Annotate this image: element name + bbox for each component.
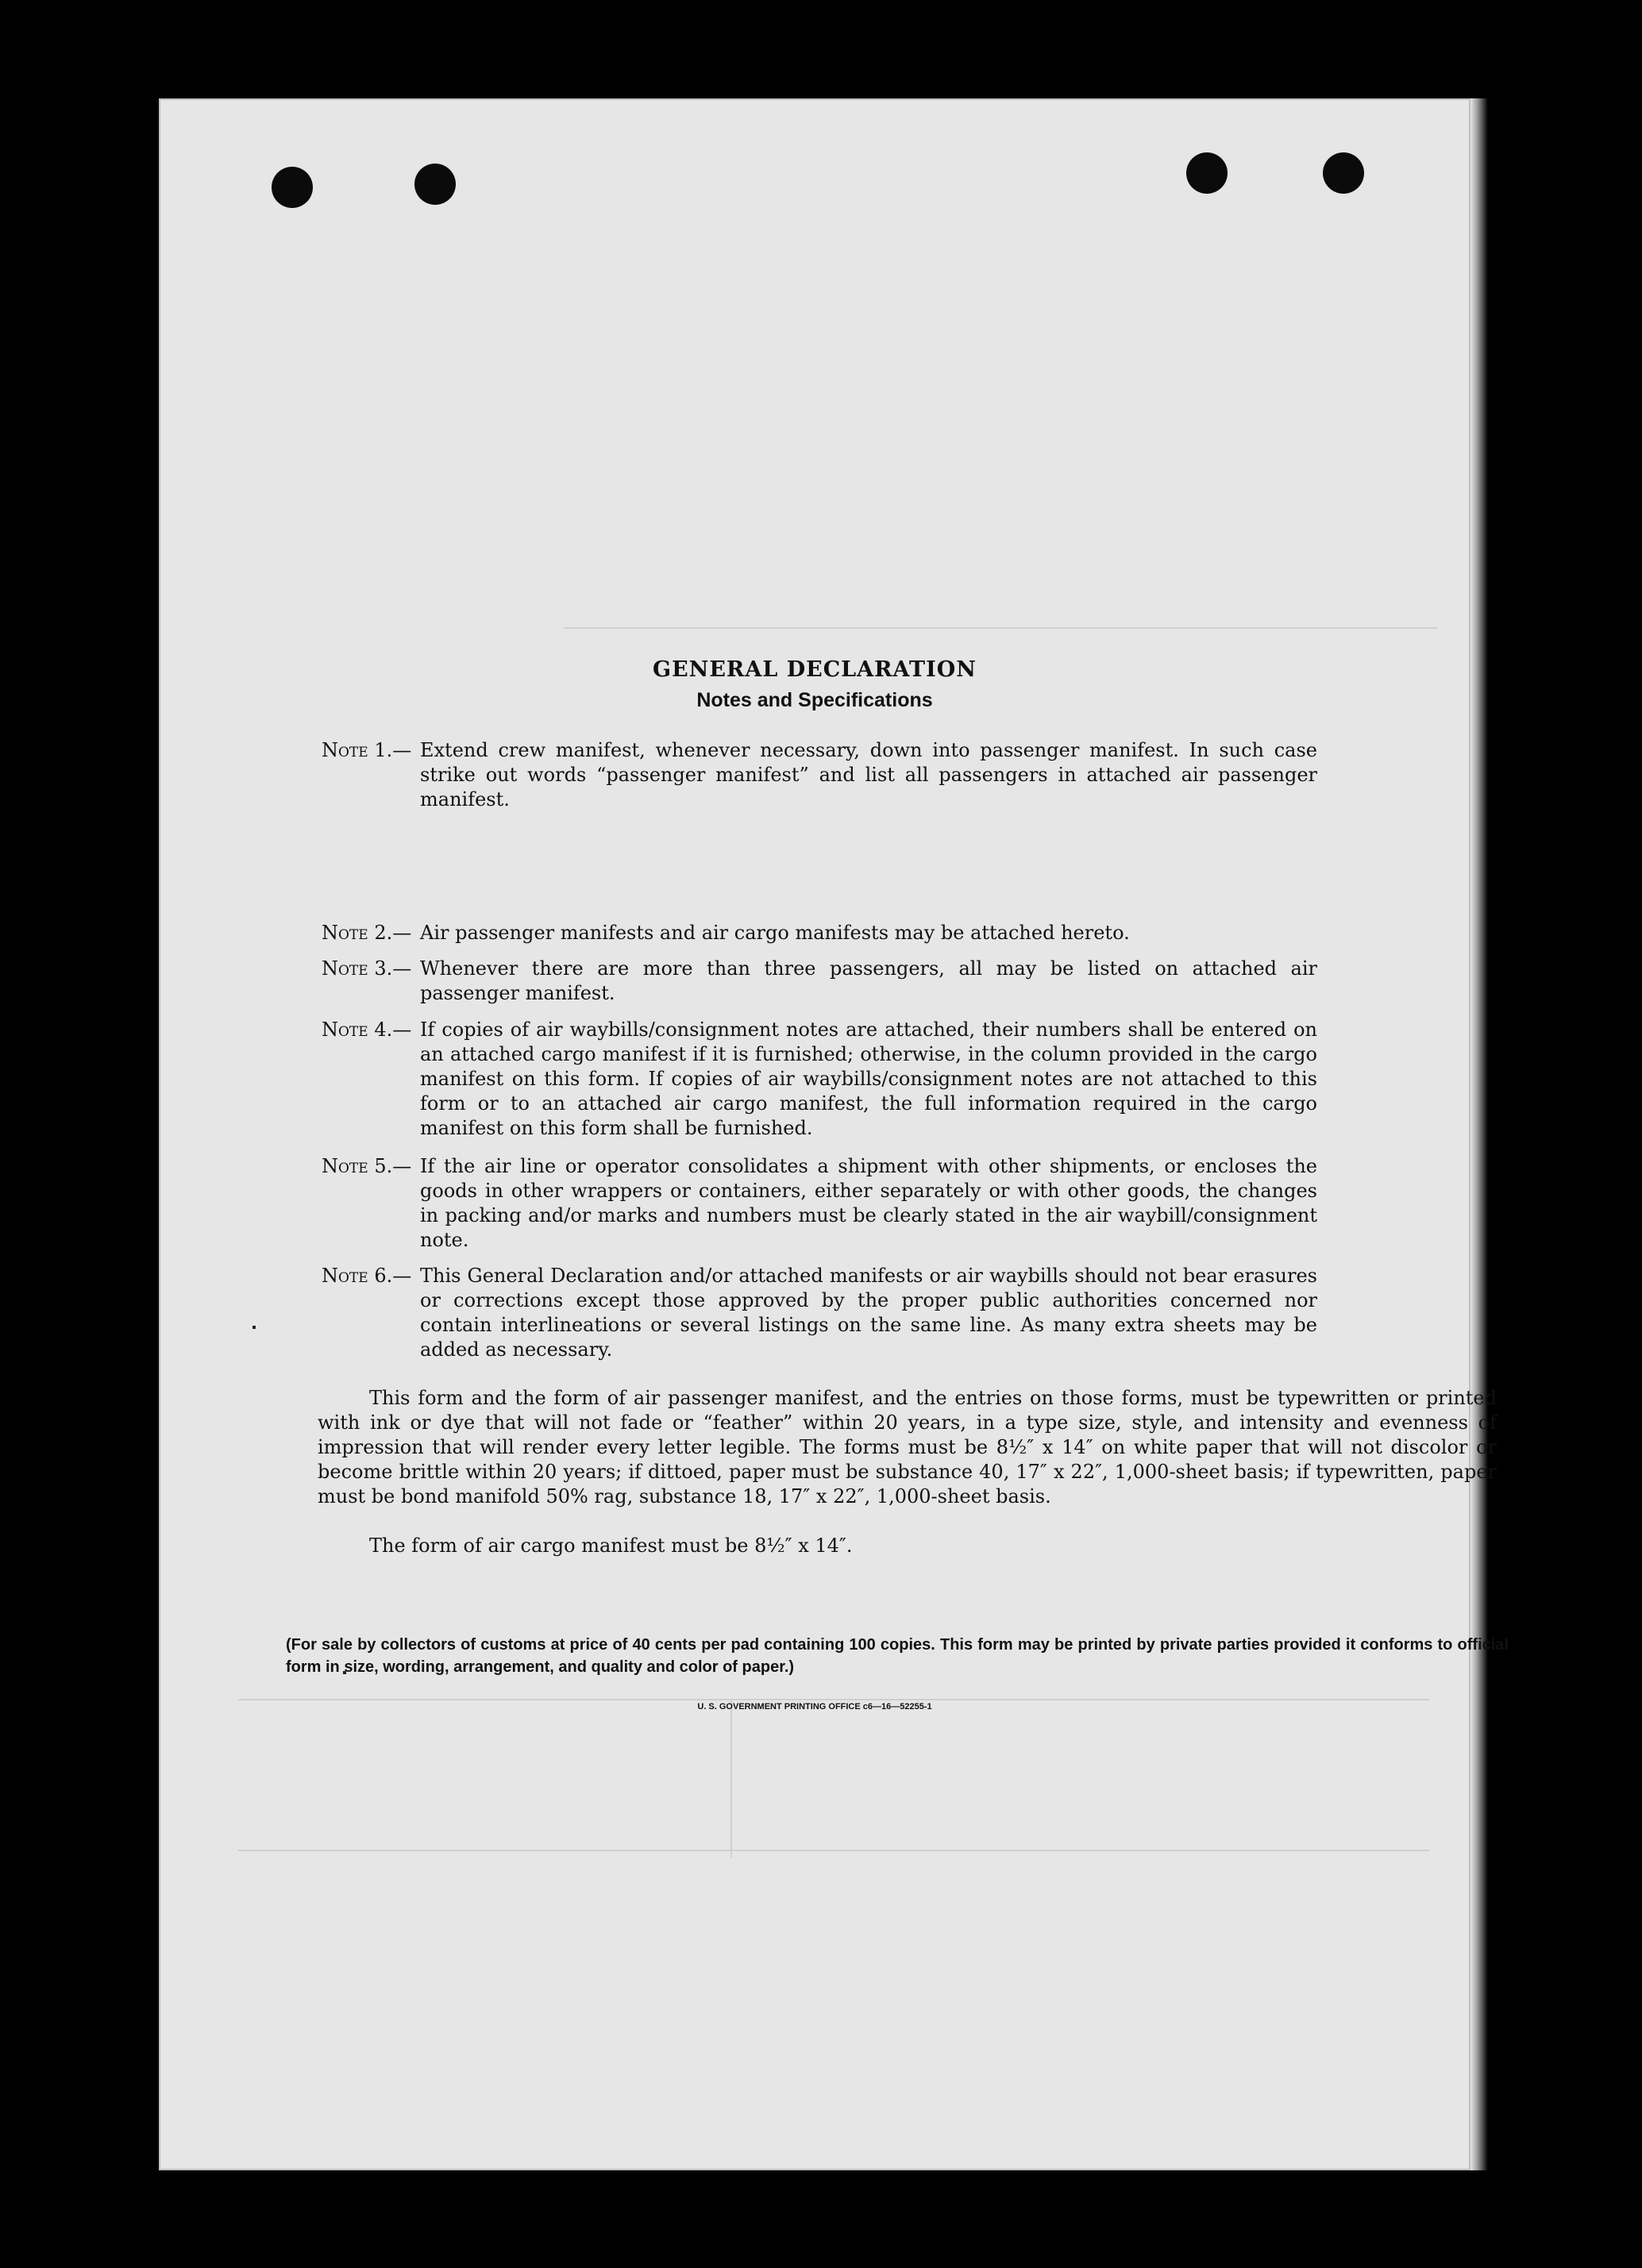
cargo-form-size: The form of air cargo manifest must be 8½″ x 14″. xyxy=(369,1534,853,1557)
note-label: Note 4.— xyxy=(322,1018,412,1041)
note-label: Note 2.— xyxy=(322,922,412,944)
note-3 xyxy=(322,957,1489,1006)
note-text: If copies of air waybills/consignment notes are attached, their numbers shall be entered on an attached cargo manifest if it is furnished; otherwise, in the column provided in the cargo manifest on this form. If copies of air waybills/consignment notes are not attached to this form or to an attached air cargo manifest, the full information required in the cargo manifest on this form shall be furnished. xyxy=(420,1018,1317,1139)
note-1 xyxy=(322,738,1489,812)
note-label: Note 6.— xyxy=(322,1265,412,1287)
note-text: Extend crew manifest, whenever necessary, down into passenger manifest. In such case strike out words “passenger manifest” and list all passengers in attached air passenger manifest. xyxy=(420,739,1317,811)
note-text: Air passenger manifests and air cargo manifests may be attached hereto. xyxy=(420,922,1130,944)
printer-line: U. S. GOVERNMENT PRINTING OFFICE c6—16—52255-1 xyxy=(697,1702,932,1712)
note-text: Whenever there are more than three passengers, all may be listed on attached air passenger manifest. xyxy=(420,957,1317,1004)
note-2 xyxy=(322,921,1489,945)
note-label: Note 5.— xyxy=(322,1155,412,1177)
document-content xyxy=(159,98,1509,2170)
note-5 xyxy=(322,1154,1489,1253)
sale-notice: (For sale by collectors of customs at price of 40 cents per pad containing 100 copies. This form may be printed by private parties provided it conforms to official form in size, wording, arrangement, and quality and color of paper.) xyxy=(286,1636,1509,1676)
note-text: If the air line or operator consolidates a shipment with other shipments, or encloses the goods in other wrappers or containers, either separately or with other goods, the changes in packing and/or marks and numbers must be clearly stated in the air waybill/consignment note. xyxy=(420,1155,1317,1251)
note-6 xyxy=(322,1264,1489,1362)
note-label: Note 3.— xyxy=(322,957,412,980)
page-title: GENERAL DECLARATION xyxy=(653,657,977,682)
page-subtitle: Notes and Specifications xyxy=(696,689,933,711)
note-label: Note 1.— xyxy=(322,739,412,761)
note-text: This General Declaration and/or attached manifests or air waybills should not bear erasures or corrections except those approved by the proper public authorities concerned nor contain interlineations or several listings on the same line. As many extra sheets may be added as necessary. xyxy=(420,1265,1317,1361)
note-4 xyxy=(322,1018,1489,1141)
specification-paragraph: This form and the form of air passenger manifest, and the entries on those forms, must be typewritten or printed with ink or dye that will not fade or “feather” within 20 years, in a type size, style, and intensity and evenness of impression that will render every letter legible. The forms must be 8½″ x 14″ on white paper that will not discolor or become brittle within 20 years; if dittoed, paper must be substance 40, 17″ x 22″, 1,000-sheet basis; if typewritten, paper must be bond manifold 50% rag, substance 18, 17″ x 22″, 1,000-sheet basis. xyxy=(318,1387,1497,1508)
